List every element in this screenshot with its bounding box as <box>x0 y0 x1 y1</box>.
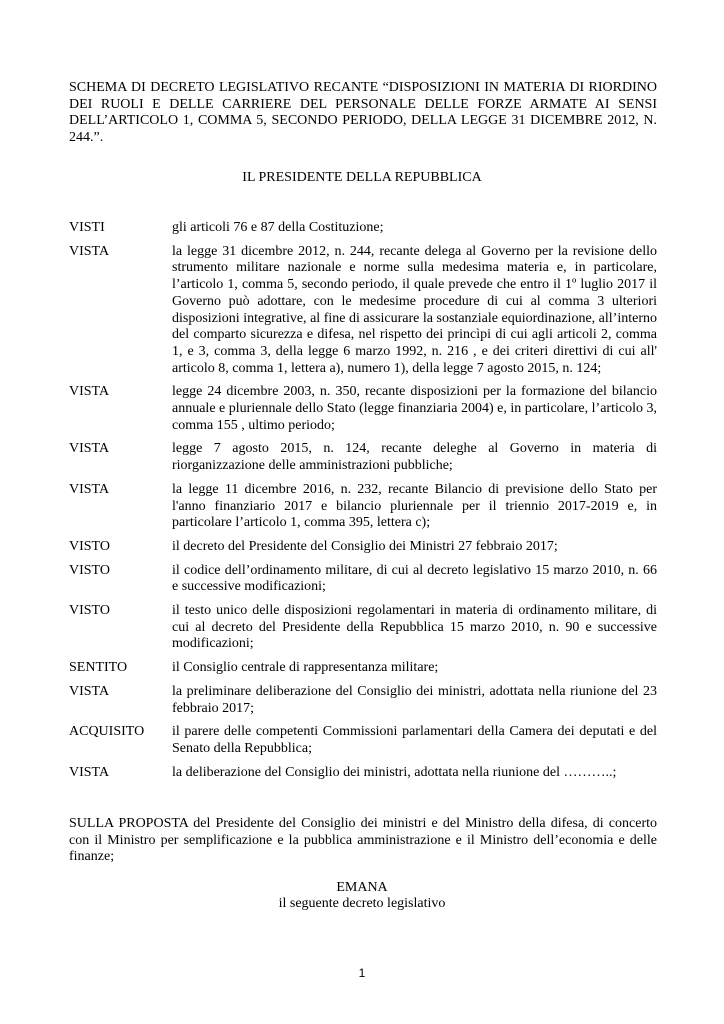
recital-item <box>69 384 657 434</box>
emana-subheading: il seguente decreto legislativo <box>278 896 446 911</box>
recital-text: il parere delle competenti Commissioni parlamentari della Camera dei deputati e del Senato della Repubblica; <box>172 724 657 756</box>
recital-text: legge 7 agosto 2015, n. 124, recante deleghe al Governo in materia di riorganizzazione delle amministrazioni pubbliche; <box>172 441 657 474</box>
recital-keyword: VISTO <box>69 562 110 578</box>
recital-text: legge 24 dicembre 2003, n. 350, recante disposizioni per la formazione del bilancio annuale e pluriennale dello Stato (legge finanziaria 2004) e, in particolare, l’articolo 3, comma 155 , ultimo periodo; <box>172 384 657 433</box>
document-title: SCHEMA DI DECRETO LEGISLATIVO RECANTE “DISPOSIZIONI IN MATERIA DI RIORDINO DEI RUOLI E DELLE CARRIERE DEL PERSONALE DELLE FORZE ARMATE AI SENSI DELL’ARTICOLO 1, COMMA 5, SECONDO PERIODO, DELLA LEGGE 31 DICEMBRE 2012, N. 244.”. <box>69 80 657 146</box>
recital-item <box>69 441 657 474</box>
recital-keyword: ACQUISITO <box>69 724 145 740</box>
recital-item <box>69 244 657 378</box>
recital-item <box>69 603 657 653</box>
recital-keyword: VISTO <box>69 603 110 619</box>
recital-keyword: VISTI <box>69 220 105 235</box>
recital-keyword: SENTITO <box>69 660 128 676</box>
recital-keyword: VISTA <box>69 243 110 259</box>
recital-item <box>69 684 657 717</box>
recital-text: la preliminare deliberazione del Consiglio dei ministri, adottata nella riunione del 23 febbraio 2017; <box>172 683 657 716</box>
recital-text: la legge 11 dicembre 2016, n. 232, recante Bilancio di previsione dello Stato per l'anno finanziario 2017 e bilancio pluriennale per il triennio 2017-2019 e, in particolare l’articolo 1, comma 395, lettera c); <box>172 481 657 531</box>
recital-keyword: VISTA <box>69 683 110 699</box>
proposal-paragraph: SULLA PROPOSTA del Presidente del Consiglio dei ministri e del Ministro della difesa, di concerto con il Ministro per semplificazione e la pubblica amministrazione e il Ministro dell’economia e delle finanze; <box>69 816 657 865</box>
recital-item <box>69 724 657 757</box>
emana-heading: EMANA <box>336 880 388 895</box>
recital-keyword: VISTA <box>69 384 110 400</box>
recital-text: il Consiglio centrale di rappresentanza militare; <box>172 660 439 676</box>
recital-keyword: VISTA <box>69 764 110 780</box>
recital-text: gli articoli 76 e 87 della Costituzione; <box>172 220 384 235</box>
page-number: 1 <box>358 966 366 980</box>
recital-item <box>69 563 657 596</box>
recital-keyword: VISTA <box>69 481 110 497</box>
recital-text: il decreto del Presidente del Consiglio dei Ministri 27 febbraio 2017; <box>172 538 558 554</box>
recital-keyword: VISTA <box>69 441 110 457</box>
recital-text: il codice dell’ordinamento militare, di cui al decreto legislativo 15 marzo 2010, n. 66 e successive modificazioni; <box>172 562 657 595</box>
recital-item <box>69 482 657 532</box>
recital-item <box>69 539 657 556</box>
president-heading: IL PRESIDENTE DELLA REPUBBLICA <box>242 170 482 185</box>
recital-item <box>69 660 657 677</box>
recital-item <box>69 765 657 782</box>
recitals-list <box>69 220 657 788</box>
recital-text: la legge 31 dicembre 2012, n. 244, recante delega al Governo per la revisione dello strumento militare nazionale e norme sulla medesima materia e, in particolare, l’articolo 1, comma 5, secondo periodo, il quale prevede che entro il 1º luglio 2017 il Governo può adottare, con le medesime procedure di cui al comma 3 ulteriori disposizioni integrative, al fine di assicurare la sostanziale equiordinazione, all’interno del comparto sicurezza e difesa, nel rispetto dei princìpi di cui agli articoli 2, comma 1, e 3, comma 3, della legge 6 marzo 1992, n. 216 , e dei criteri direttivi di cui all' articolo 8, comma 1, lettera a), numero 1), della legge 7 agosto 2015, n. 124; <box>172 243 657 376</box>
recital-item <box>69 220 657 237</box>
recital-text: il testo unico delle disposizioni regolamentari in materia di ordinamento militare, di cui al decreto del Presidente della Repubblica 15 marzo 2010, n. 90 e successive modificazioni; <box>172 603 657 652</box>
recital-keyword: VISTO <box>69 538 110 554</box>
recital-text: la deliberazione del Consiglio dei ministri, adottata nella riunione del ………..; <box>172 764 617 780</box>
